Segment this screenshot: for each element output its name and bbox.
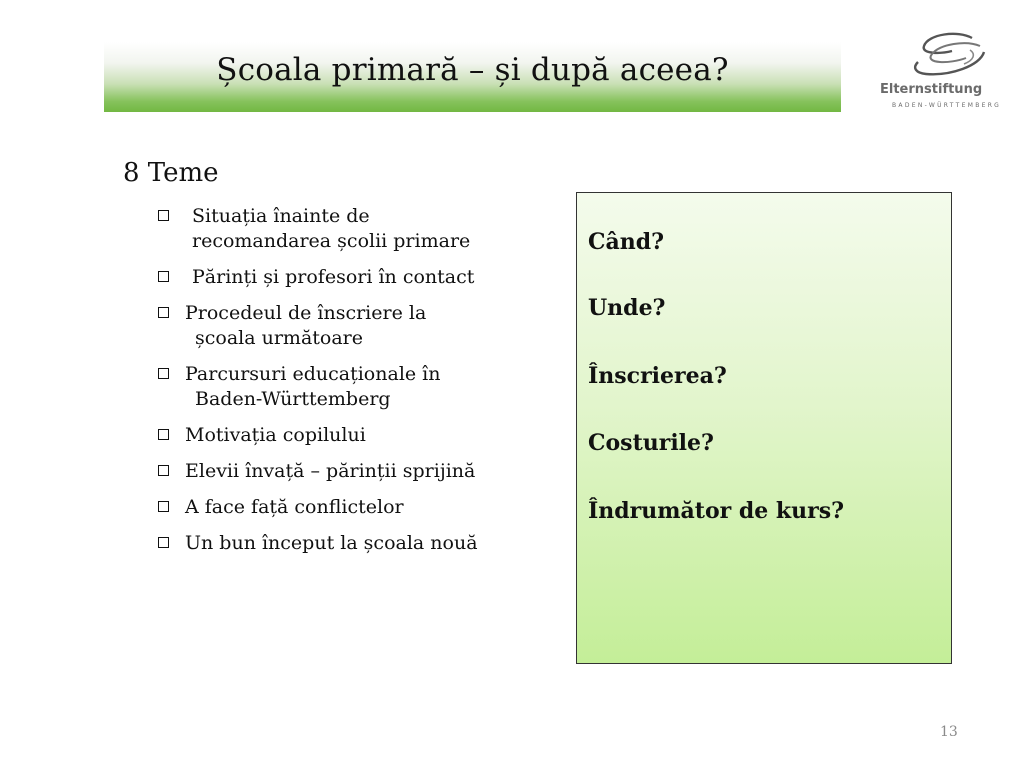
checkbox-icon: [158, 210, 169, 221]
checkbox-icon: [158, 307, 169, 318]
list-item-text: Parcursuri educaționale în: [185, 363, 441, 385]
page-number: 13: [940, 724, 958, 740]
question-enrollment: Înscrierea?: [588, 363, 727, 389]
question-when: Când?: [588, 229, 665, 255]
list-item-text: Elevii învață – părinții sprijină: [185, 460, 476, 482]
title-bar: [104, 42, 841, 112]
list-item-text: A face față conflictelor: [185, 496, 404, 518]
question-course-guide: Îndrumător de kurs?: [588, 498, 845, 524]
list-item-text: Motivația copilului: [185, 424, 366, 446]
list-item: [158, 362, 558, 412]
checkbox-icon: [158, 537, 169, 548]
list-item: [158, 204, 558, 254]
list-item-text-continued: Baden-Württemberg: [195, 388, 391, 410]
checkbox-icon: [158, 429, 169, 440]
list-item: [158, 495, 558, 520]
logo-swoosh-icon: [910, 32, 990, 80]
list-item: [158, 423, 558, 448]
elternstiftung-logo: [880, 32, 1000, 112]
question-where: Unde?: [588, 295, 666, 321]
list-item-text: Părinți și profesori în contact: [192, 266, 475, 288]
slide-title: Școala primară – și după aceea?: [216, 52, 729, 88]
logo-name: Elternstiftung: [880, 82, 983, 97]
checkbox-icon: [158, 271, 169, 282]
checkbox-icon: [158, 465, 169, 476]
list-item-text-continued: școala următoare: [195, 327, 363, 349]
checkbox-icon: [158, 368, 169, 379]
list-item: [158, 301, 558, 351]
topic-list: [158, 204, 558, 567]
list-item-text: Situația înainte de: [192, 205, 370, 227]
question-costs: Costurile?: [588, 430, 714, 456]
list-item-text: Un bun început la școala nouă: [185, 532, 478, 554]
list-item-text: Procedeul de înscriere la: [185, 302, 427, 324]
list-item-text-continued: recomandarea școlii primare: [192, 230, 471, 252]
list-item: [158, 265, 558, 290]
checkbox-icon: [158, 501, 169, 512]
list-item: [158, 531, 558, 556]
questions-box: [576, 192, 952, 664]
logo-subtitle: BADEN-WÜRTTEMBERG: [892, 102, 1002, 109]
list-item: [158, 459, 558, 484]
topics-heading: 8 Teme: [123, 158, 219, 188]
